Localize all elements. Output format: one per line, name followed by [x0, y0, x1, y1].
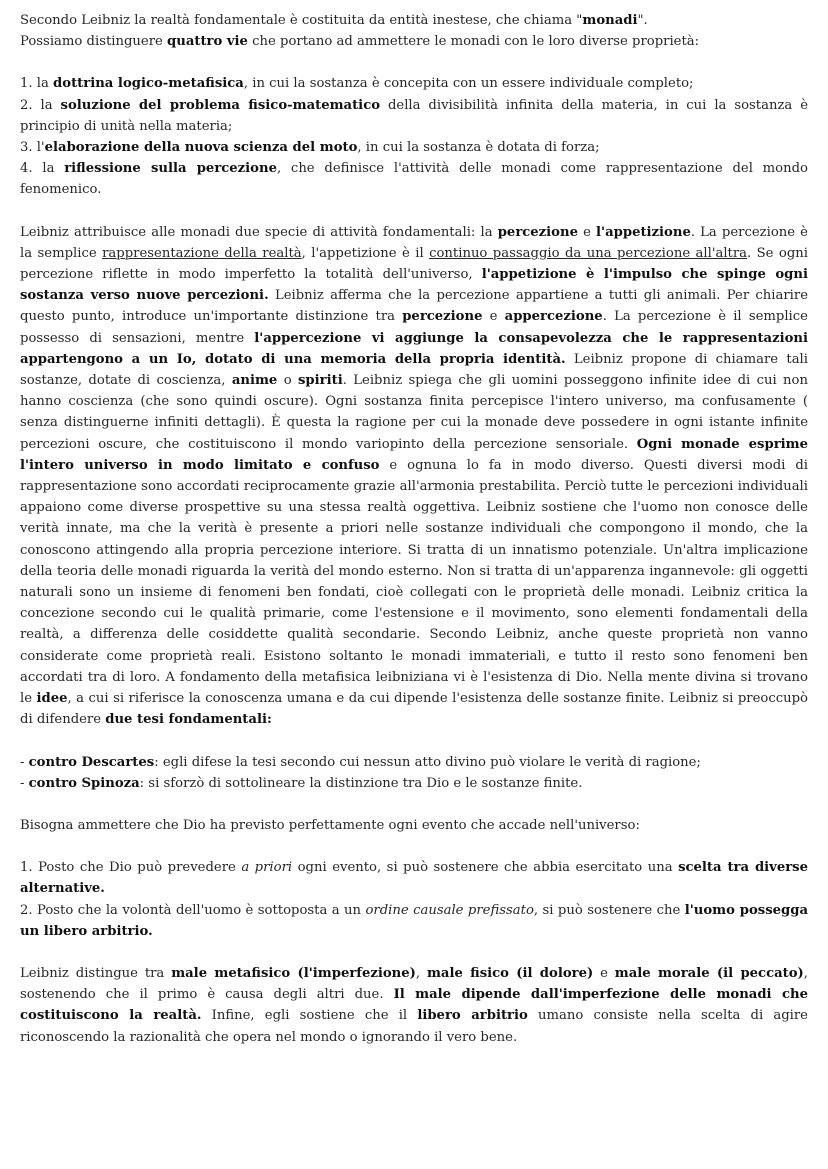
- text: : egli difese la tesi secondo cui nessun atto divino può violare le verità di ragione;: [154, 754, 701, 770]
- bold-term: dottrina logico-metafisica: [53, 76, 244, 92]
- premises-list: [20, 857, 808, 942]
- text: Infine, egli sostiene che il: [201, 1008, 418, 1024]
- bold-term: due tesi fondamentali:: [105, 712, 272, 728]
- text: e ognuna lo fa in modo diverso. Questi diversi modi di rappresentazione sono accordati reciprocamente grazie all'armonia prestabilita. Perciò tutte le percezioni individuali appaiono come diverse prospettive su una stessa realtà oggettiva. Leibniz sostiene che l'uomo non conosce delle verità innate, ma che la verità è presente a priori nelle sostanze individuali che compongono il mondo, che la conoscono attingendo alla propria percezione interiore. Si tratta di un innatismo potenziale. Un'altra implicazione della teoria delle monadi riguarda la verità del mondo esterno. Non si tratta di un'apparenza ingannevole: gli oggetti naturali sono un insieme di fenomeni ben fondati, cioè collegati con le proprietà delle monadi. Leibniz critica la concezione secondo cui le qualità primarie, come l'estensione e il movimento, sono elementi fondamentali della realtà, a differenza delle cosiddette qualità secondarie. Secondo Leibniz, anche queste proprietà non vanno considerate come proprietà reali. Esistono soltanto le monadi immateriali, e tutto il resto sono fenomeni ben accordati tra di loro. A fondamento della metafisica leibniziana vi è l'esistenza di Dio. Nella mente divina si trovano le: [20, 457, 809, 707]
- text: 1. la: [20, 76, 54, 92]
- text: -: [20, 754, 29, 770]
- bold-term: Ogni monade esprime l'intero universo in modo limitato e confuso: [20, 436, 809, 473]
- spacer: [20, 836, 808, 857]
- list-item: [20, 73, 808, 94]
- evil-paragraph: [20, 963, 808, 1048]
- text: Secondo Leibniz la realtà fondamentale è costituita da entità inestese, che chiama ": [20, 13, 583, 28]
- four-ways-list: [20, 73, 808, 200]
- text: Leibniz attribuisce alle monadi due specie di attività fondamentali: la: [20, 224, 498, 240]
- list-item: [20, 158, 808, 200]
- italic-term: a priori: [241, 860, 293, 876]
- text: , in cui la sostanza è dotata di forza;: [357, 140, 600, 156]
- spacer: [20, 52, 808, 73]
- list-item: [20, 900, 808, 942]
- text: . La percezione è il semplice possesso di sensazioni, mentre: [20, 309, 808, 346]
- bold-term: male fisico (il dolore): [426, 965, 594, 981]
- god-statement: Bisogna ammettere che Dio ha previsto perfettamente ogni evento che accade nell'universo:: [20, 817, 640, 833]
- spacer: [20, 731, 808, 752]
- text: che portano ad ammettere le monadi con le loro diverse proprietà:: [247, 34, 700, 50]
- text: ogni evento, si può sostenere che abbia esercitato una: [292, 860, 679, 876]
- text: Possiamo distinguere: [20, 34, 168, 50]
- intro-line-1: [20, 10, 808, 31]
- text: . Se ogni percezione riflette in modo imperfetto la totalità dell'universo,: [20, 245, 809, 283]
- theses-list: [20, 752, 808, 794]
- text: Leibniz propone di chiamare tali sostanze, dotate di coscienza,: [20, 351, 808, 389]
- main-paragraph: [20, 222, 808, 731]
- text: , sostenendo che il primo è causa degli altri due.: [20, 965, 808, 1003]
- spacer: [20, 942, 808, 963]
- text: . La percezione è la semplice: [20, 224, 808, 261]
- text: ".: [637, 13, 648, 28]
- bold-term: anime: [231, 373, 278, 389]
- bold-term: libero arbitrio: [417, 1008, 528, 1024]
- bold-term: quattro vie: [167, 34, 248, 50]
- bold-term: riflessione sulla percezione: [64, 161, 277, 177]
- list-item: [20, 752, 808, 773]
- list-item: [20, 857, 808, 899]
- underlined-term: continuo passaggio da una percezione all'altra: [429, 245, 748, 261]
- text: della divisibilità infinita della materia, in cui la sostanza è principio di unità nella materia;: [20, 97, 808, 134]
- bold-term: Il male dipende dall'imperfezione delle monadi che costituiscono la realtà.: [20, 987, 808, 1024]
- bold-term: appercezione: [504, 309, 603, 325]
- text: o: [277, 373, 298, 389]
- bold-term: idee: [36, 691, 68, 707]
- italic-term: ordine causale prefissato: [365, 902, 534, 918]
- bold-term: percezione: [402, 309, 483, 325]
- text: , in cui la sostanza è concepita con un essere individuale completo;: [243, 76, 694, 92]
- text: 1. Posto che Dio può prevedere: [20, 860, 242, 876]
- spacer: [20, 201, 808, 222]
- text: 3. l': [20, 140, 45, 156]
- text: , che definisce l'attività delle monadi come rappresentazione del mondo fenomenico.: [20, 161, 808, 198]
- text: Leibniz afferma che la percezione appartiene a tutti gli animali. Per chiarire questo punto, introduce un'importante distinzione tra: [20, 288, 808, 325]
- text: , a cui si riferisce la conoscenza umana e da cui dipende l'esistenza delle sostanze finite. Leibniz si preoccupò di difendere: [20, 691, 808, 728]
- spacer: [20, 794, 808, 815]
- bold-term: contro Descartes: [28, 754, 155, 770]
- text: 4. la: [20, 161, 65, 177]
- bold-term: l'appetizione è l'impulso che spinge ogni sostanza verso nuove percezioni.: [20, 267, 808, 304]
- text: e: [593, 965, 615, 981]
- bold-term: elaborazione della nuova scienza del moto: [44, 140, 358, 156]
- intro-line-2: [20, 31, 808, 52]
- text: 2. Posto che la volontà dell'uomo è sottoposta a un: [20, 902, 366, 918]
- bold-term: soluzione del problema fisico-matematico: [60, 97, 381, 113]
- underlined-term: rappresentazione della realtà: [102, 245, 302, 261]
- list-item: [20, 137, 808, 158]
- text: e: [482, 309, 505, 325]
- text: umano consiste nella scelta di agire riconoscendo la razionalità che opera nel mondo o ignorando il vero bene.: [20, 1008, 808, 1045]
- bold-term: scelta tra diverse alternative.: [20, 860, 808, 897]
- bold-term: monadi: [582, 13, 638, 28]
- bold-term: male metafisico (l'imperfezione): [171, 965, 416, 981]
- text: 2. la: [20, 97, 61, 113]
- text: e: [577, 224, 597, 240]
- text: ,: [415, 965, 427, 981]
- bold-term: male morale (il peccato): [614, 965, 804, 981]
- list-item: [20, 773, 808, 794]
- text: Leibniz distingue tra: [20, 965, 172, 981]
- bold-term: l'appercezione vi aggiunge la consapevolezza che le rappresentazioni appartengono a un Io, dotato di una memoria della propria identità.: [20, 330, 808, 367]
- bold-term: contro Spinoza: [28, 775, 140, 791]
- text: : si sforzò di sottolineare la distinzione tra Dio e le sostanze finite.: [139, 775, 583, 791]
- bold-term: spiriti: [298, 373, 343, 389]
- text: -: [20, 775, 29, 791]
- text: . Leibniz spiega che gli uomini posseggono infinite idee di cui non hanno coscienza (che sono quindi oscure). Ogni sostanza finita percepisce l'intero universo, ma confusamente ( senza distinguerne infiniti dettagli). È questa la ragione per cui la monade deve possedere in ogni istante infinite percezioni oscure, che costituiscono il mondo variopinto della percezione sensoriale.: [20, 373, 808, 452]
- bold-term: percezione: [497, 224, 578, 240]
- list-item: [20, 95, 808, 137]
- bold-term: l'appetizione: [596, 224, 691, 240]
- text: , l'appetizione è il: [301, 245, 430, 261]
- bold-term: l'uomo possegga un libero arbitrio.: [20, 902, 808, 939]
- text: , si può sostenere che: [533, 902, 685, 918]
